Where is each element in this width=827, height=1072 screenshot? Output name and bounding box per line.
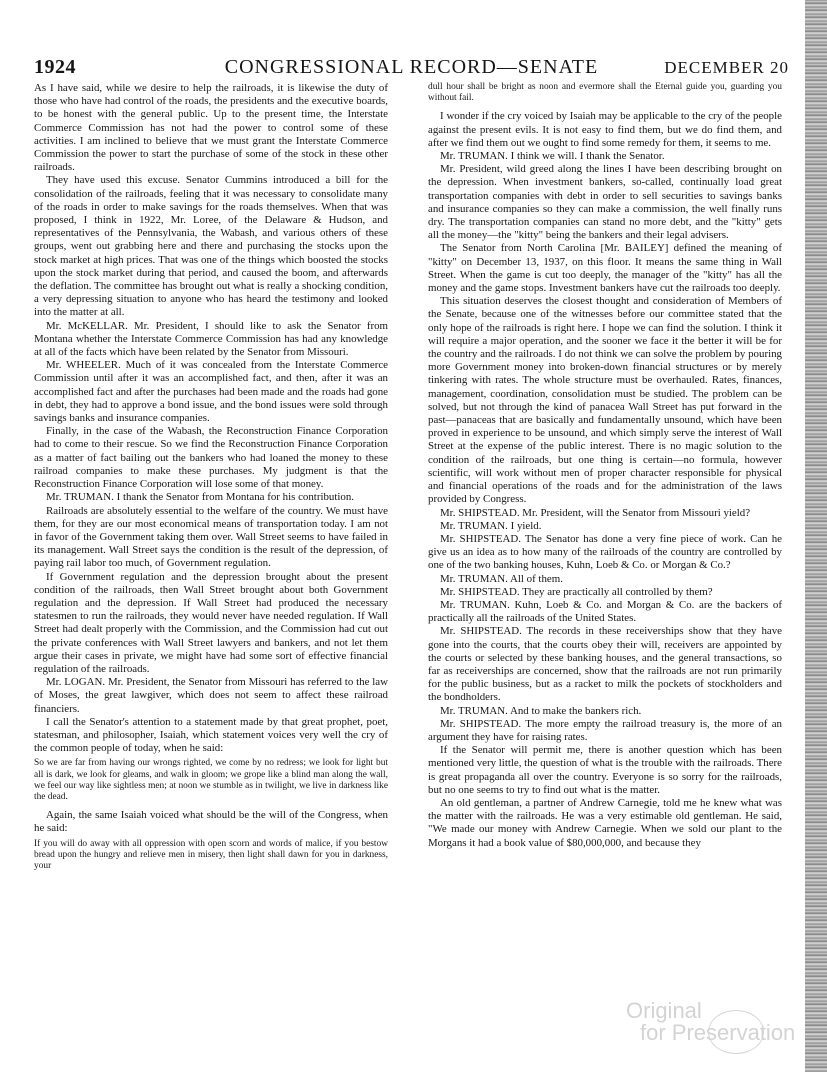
paragraph: Mr. TRUMAN. Kuhn, Loeb & Co. and Morgan & Co. are the backers of practically all the railroads of the United States. <box>428 598 782 625</box>
watermark-line-2: for Preservation <box>640 1020 796 1045</box>
paragraph: If the Senator will permit me, there is another question which has been mentioned very little, the question of what is the trouble with the railroads. There is great propaganda all over the country. Everyone is so sorry for the railroads, but no one seems to try to find out what is the matter. <box>428 744 782 796</box>
paragraph: Mr. TRUMAN. And to make the bankers rich. <box>440 704 642 717</box>
paragraph: They have used this excuse. Senator Cummins introduced a bill for the consolidation of the railroads, feeling that it was necessary to consolidate many of the roads in order to make savings for the roads themselves. When that was proposed, I think in 1922, Mr. Loree, of the Delaware & Hudson, and representatives of the Pennsylvania, the Wabash, and various others of these groups, went out grabbing here and there and purchasing the stocks upon the stock market at high prices. That was one of the things which boosted the stocks upon the stock market during that period, and caused the boom, and afterwards the deflation. The committee has brought out what is really a shocking condition, a very depressing situation to anyone who has heard the testimony and looked into the matter at all. <box>34 174 388 319</box>
left-column <box>34 82 388 878</box>
paragraph: Mr. SHIPSTEAD. The more empty the railroad treasury is, the more of an argument they have for raising rates. <box>428 717 782 743</box>
journal-title: CONGRESSIONAL RECORD—SENATE <box>224 56 599 78</box>
paragraph: Mr. TRUMAN. I thank the Senator from Montana for his contribution. <box>46 491 355 504</box>
watermark-line-1: Original <box>626 998 702 1023</box>
paragraph: Mr. President, wild greed along the lines I have been describing brought on the depression. When investment bankers, so-called, continually load great transportation companies with debt in order to sell securities to savings banks and insurance companies so they can make a commission, the well finally runs dry. The transportation companies can stand no more debt, and the "kitty" gets all the money—the "kitty" being the bankers and their legal advisers. <box>428 163 782 242</box>
paragraph: Mr. SHIPSTEAD. The records in these receiverships show that they have gone into the courts, that the courts obey their will, receivers are appointed by the courts or selected by these banking houses, and the general transactions, so far as receiverships are concerned, show that the railroads are not run primarily for the public business, but as a racket to milk the pockets of stockholders and the bondholders. <box>428 625 782 704</box>
paragraph: Again, the same Isaiah voiced what should be the will of the Congress, when he said: <box>34 809 388 835</box>
right-column <box>428 82 782 850</box>
paragraph: The Senator from North Carolina [Mr. BAILEY] defined the meaning of "kitty" on December 13, 1937, on this floor. It means the same thing in Wall Street. When the game is cut too deeply, the manager of the "kitty" has all the money and the game stops. Investment bankers have cut the railroads too deeply. <box>428 242 782 295</box>
paragraph: Mr. TRUMAN. I think we will. I thank the Senator. <box>440 150 665 163</box>
quotation: If you will do away with all oppression with open scorn and words of malice, if you bestow bread upon the hungry and relieve men in misery, then light shall dawn for you in darkness, your <box>34 838 388 871</box>
page-header <box>34 56 789 82</box>
paragraph: Mr. SHIPSTEAD. Mr. President, will the Senator from Missouri yield? <box>440 506 751 519</box>
header-date: DECEMBER 20 <box>664 58 789 77</box>
paragraph: Mr. LOGAN. Mr. President, the Senator from Missouri has referred to the law of Moses, the great lawgiver, which does not seem to affect these railroad financiers. <box>34 676 388 715</box>
paragraph: Mr. SHIPSTEAD. They are practically all controlled by them? <box>440 585 713 598</box>
quotation: dull hour shall be bright as noon and evermore shall the Eternal guide you, guarding you without fail. <box>428 82 782 104</box>
paragraph: An old gentleman, a partner of Andrew Carnegie, told me he knew what was the matter with the railroads. He was a very estimable old gentleman. He said, "We made our money with Andrew Carnegie. When we sold our plant to the Morgans it had a book value of $80,000,000, and because they <box>428 796 782 849</box>
watermark <box>626 1000 796 1044</box>
paragraph: Railroads are absolutely essential to the welfare of the country. We must have them, for they are our most economical means of transportation today. I am not in favor of the Government taking them over. Wall Street seems to have failed in its management. Wall Street says the condition is the result of the depression, of paying rail labor too much, of Government regulation. <box>34 504 388 570</box>
paragraph: I wonder if the cry voiced by Isaiah may be applicable to the cry of the people against the present evils. It is not easy to find them, but we do find them, and after we find them out we ought to find some remedy for them, it seems to me. <box>428 110 782 149</box>
paragraph: Mr. WHEELER. Much of it was concealed from the Interstate Commerce Commission until after it was an accomplished fact, and then, after it was an accomplished fact and after the purchases had been made and the roads had gone in debt, they had to approve a bond issue, and the bond issues were sold through savings banks and insurance companies. <box>34 359 388 425</box>
paragraph: Mr. SHIPSTEAD. The Senator has done a very fine piece of work. Can he give us an idea as to how many of the railroads of the country are controlled by one of the two banking houses, Kuhn, Loeb & Co. or Morgan & Co.? <box>428 532 782 572</box>
quotation: So we are far from having our wrongs righted, we come by no redress; we look for light but all is dark, we look for gleams, and walk in gloom; we grope like a blind man along the wall, we feel our way like sightless men; at noon we stumble as in twilight, we live in darkness like the dead. <box>34 758 388 802</box>
paragraph: I call the Senator's attention to a statement made by that great prophet, poet, statesman, and philosopher, Isaiah, which statement voices very well the cry of the common people of today, when he said: <box>34 715 388 755</box>
paragraph: Mr. McKELLAR. Mr. President, I should like to ask the Senator from Montana whether the Interstate Commerce Commission has had any knowledge at all of the facts which have been related by the Senator from Missouri. <box>34 319 388 359</box>
scan-edge <box>805 0 827 1072</box>
paragraph: Mr. TRUMAN. I yield. <box>440 519 542 532</box>
paragraph: Mr. TRUMAN. All of them. <box>440 572 563 585</box>
paragraph: If Government regulation and the depression brought about the present condition of the railroads, then Wall Street brought about both Government regulation and the depression. If Wall Street had produced the necessary statesmen to run the railroads, they would never have needed regulation. If Wall Street had dealt properly with the Commission, and the Commission had cut out the private conferences with Wall Street lawyers and bankers, and not let them argue their cases in private, we might have had some sort of effective financial regulation of the railroads. <box>34 570 388 675</box>
paragraph: This situation deserves the closest thought and consideration of Members of the Senate, because one of the witnesses before our committee stated that the only hope of the railroads is right here. I hope we can find the solution. I think it will require a major operation, and the sooner we face it the better it will be for the country and the railroads. I do not think we can solve the problem by pouring more Government money into broken-down financial structures or by merely tinkering with rates. The whole structure must be overhauled. Rates, finances, management, coordination, consolidation must be studied. The problem can be solved, but not through the kind of panacea Wall Street has put forward in the past—panaceas that are basically and fundamentally unsound, which have been proved in experience to be unsound, and which simply serve the interest of Wall Street at the expense of the public interest. There is no magic solution to the condition of the railroads, but one thing is certain—no formula, however scientific, will work without men of proper character responsible for physical and financial operations of the roads and for the administration of the laws provided by Congress. <box>428 295 782 506</box>
paragraph: Finally, in the case of the Wabash, the Reconstruction Finance Corporation had to come to their rescue. So we find the Reconstruction Finance Corporation as a matter of fact bailing out the bankers who had loaned the money to these railroad companies to make these purchases. My judgment is that the Reconstruction Finance Corporation will lose some of that money. <box>34 425 388 491</box>
paragraph: As I have said, while we desire to help the railroads, it is likewise the duty of those who have had control of the roads, the presidents and the executive boards, to be honest with the general public. Up to the present time, the Interstate Commerce Commission has not had the power to control some of these activities. I am inclined to believe that we must grant the Interstate Commerce Commission the power to start the purchase of some of the stock in these other railroads. <box>34 82 388 174</box>
page-number: 1924 <box>34 56 76 78</box>
